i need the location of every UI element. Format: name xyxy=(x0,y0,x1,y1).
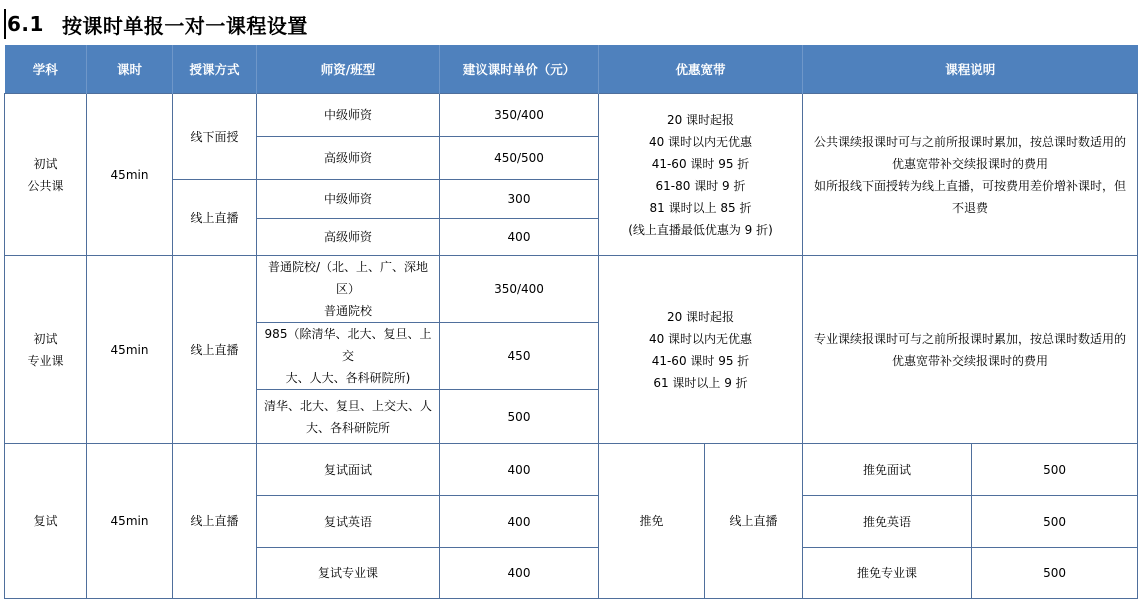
recommend-price-cell: 500 xyxy=(972,548,1138,599)
section-title: 按课时单报一对一课程设置 xyxy=(61,13,308,38)
price-cell: 450/500 xyxy=(440,137,599,180)
mode-cell: 线下面授 xyxy=(173,94,257,180)
recommend-label-cell: 推免 xyxy=(599,444,705,599)
discount-cell: 20 课时起报 40 课时以内无优惠 41-60 课时 95 折 61 课时以上 9 折 xyxy=(599,256,803,444)
col-discount: 优惠宽带 xyxy=(599,45,803,94)
section-number: 6.1 xyxy=(7,12,44,36)
col-price: 建议课时单价（元） xyxy=(440,45,599,94)
teacher-cell: 复试英语 xyxy=(257,496,440,548)
subject-cell: 复试 xyxy=(5,444,87,599)
recommend-price-cell: 500 xyxy=(972,444,1138,496)
table-row xyxy=(5,94,1138,137)
teacher-cell: 普通院校/（北、上、广、深地区） 普通院校 xyxy=(257,256,440,323)
header-row xyxy=(5,45,1138,94)
discount-cell: 20 课时起报 40 课时以内无优惠 41-60 课时 95 折 61-80 课时 9 折 81 课时以上 85 折 (线上直播最低优惠为 9 折) xyxy=(599,94,803,256)
notes-cell: 公共课续报课时可与之前所报课时累加，按总课时数适用的优惠宽带补交续报课时的费用 如所报线下面授转为线上直播，可按费用差价增补课时，但不退费 xyxy=(803,94,1138,256)
col-mode: 授课方式 xyxy=(173,45,257,94)
col-subject: 学科 xyxy=(5,45,87,94)
subject-cell: 初试 专业课 xyxy=(5,256,87,444)
mode-cell: 线上直播 xyxy=(173,180,257,256)
recommend-mode-cell: 线上直播 xyxy=(705,444,803,599)
teacher-cell: 985（除清华、北大、复旦、上交 大、人大、各科研院所) xyxy=(257,323,440,390)
price-cell: 400 xyxy=(440,548,599,599)
price-cell: 350/400 xyxy=(440,94,599,137)
price-cell: 400 xyxy=(440,219,599,256)
table-row xyxy=(5,444,1138,496)
col-teacher: 师资/班型 xyxy=(257,45,440,94)
teacher-cell: 中级师资 xyxy=(257,94,440,137)
mode-cell: 线上直播 xyxy=(173,256,257,444)
price-cell: 500 xyxy=(440,390,599,444)
hours-cell: 45min xyxy=(87,94,173,256)
teacher-cell: 复试面试 xyxy=(257,444,440,496)
recommend-item-cell: 推免英语 xyxy=(803,496,972,548)
heading-bar xyxy=(4,9,6,39)
hours-cell: 45min xyxy=(87,444,173,599)
subject-cell: 初试 公共课 xyxy=(5,94,87,256)
section-heading xyxy=(4,8,308,40)
teacher-cell: 高级师资 xyxy=(257,219,440,256)
price-cell: 450 xyxy=(440,323,599,390)
price-cell: 400 xyxy=(440,496,599,548)
recommend-item-cell: 推免面试 xyxy=(803,444,972,496)
table-row xyxy=(5,256,1138,323)
notes-cell: 专业课续报课时可与之前所报课时累加，按总课时数适用的优惠宽带补交续报课时的费用 xyxy=(803,256,1138,444)
hours-cell: 45min xyxy=(87,256,173,444)
teacher-cell: 高级师资 xyxy=(257,137,440,180)
course-table xyxy=(4,45,1138,599)
col-hours: 课时 xyxy=(87,45,173,94)
teacher-cell: 中级师资 xyxy=(257,180,440,219)
recommend-price-cell: 500 xyxy=(972,496,1138,548)
teacher-cell: 清华、北大、复旦、上交大、人 大、各科研院所 xyxy=(257,390,440,444)
recommend-item-cell: 推免专业课 xyxy=(803,548,972,599)
teacher-cell: 复试专业课 xyxy=(257,548,440,599)
price-cell: 400 xyxy=(440,444,599,496)
col-notes: 课程说明 xyxy=(803,45,1138,94)
price-cell: 350/400 xyxy=(440,256,599,323)
mode-cell: 线上直播 xyxy=(173,444,257,599)
price-cell: 300 xyxy=(440,180,599,219)
